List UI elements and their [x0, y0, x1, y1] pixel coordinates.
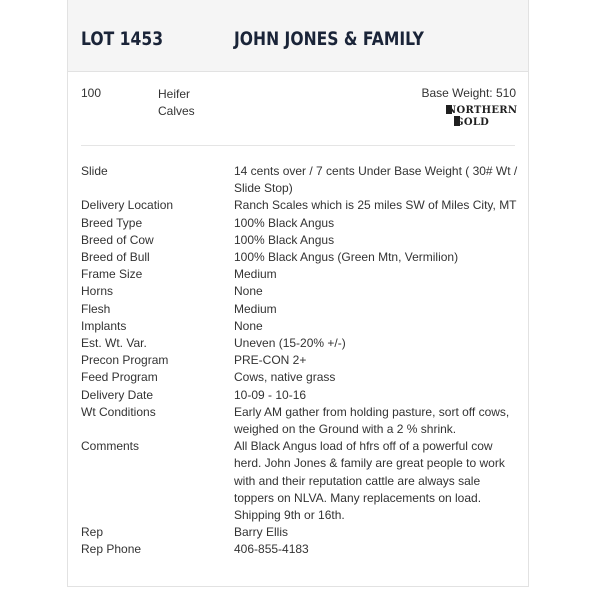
detail-label: Rep: [81, 525, 104, 540]
cattle-type: Heifer Calves: [158, 87, 195, 118]
detail-value: 100% Black Angus: [234, 215, 335, 230]
detail-value: PRE-CON 2+: [234, 353, 307, 368]
logo-text-line1: NORTHERN: [447, 105, 518, 116]
detail-value: 10-09 - 10-16: [234, 387, 307, 402]
detail-value: All Black Angus load of hfrs off of a powerful cow herd. John Jones & family are great people to work with and their reputation cattle are always sale toppers on NLVA. Many replacements on load. Shipping 9th or 16th.: [234, 439, 505, 523]
summary-divider: [81, 145, 515, 146]
detail-row: [81, 387, 521, 404]
detail-row: [81, 215, 521, 232]
detail-label: Precon Program: [81, 353, 169, 368]
detail-row: [81, 249, 521, 266]
detail-row: [81, 369, 521, 386]
detail-value: None: [234, 318, 263, 333]
detail-label: Slide: [81, 164, 108, 178]
detail-row: [81, 283, 521, 300]
detail-value: 100% Black Angus: [234, 232, 335, 247]
lot-card: [67, 0, 529, 587]
detail-label: Rep Phone: [81, 542, 142, 557]
detail-value: Medium: [234, 267, 277, 282]
detail-label: Delivery Date: [81, 387, 154, 402]
detail-value: 14 cents over / 7 cents Under Base Weight ( 30# Wt / Slide Stop): [234, 164, 518, 196]
detail-row: [81, 438, 521, 524]
lot-summary: [68, 71, 528, 147]
detail-label: Breed of Cow: [81, 232, 154, 247]
northern-gold-logo: [446, 102, 518, 128]
detail-label: Breed of Bull: [81, 250, 150, 265]
detail-row: [81, 232, 521, 249]
detail-label: Horns: [81, 284, 114, 299]
lot-header: [68, 0, 528, 72]
detail-label: Implants: [81, 318, 127, 333]
detail-value: Ranch Scales which is 25 miles SW of Miles City, MT: [234, 198, 517, 213]
detail-value: Cows, native grass: [234, 370, 336, 385]
detail-row: [81, 266, 521, 283]
consignor-name: JOHN JONES & FAMILY: [234, 28, 424, 50]
detail-label: Comments: [81, 439, 140, 454]
lot-number: LOT 1453: [81, 28, 164, 50]
detail-label: Delivery Location: [81, 198, 174, 213]
detail-row: [81, 404, 521, 438]
detail-row: [81, 335, 521, 352]
detail-row: [81, 541, 521, 558]
detail-label: Frame Size: [81, 267, 143, 282]
detail-value: Uneven (15-20% +/-): [234, 336, 346, 351]
detail-row: [81, 352, 521, 369]
detail-value: 406-855-4183: [234, 542, 309, 557]
detail-value: Early AM gather from holding pasture, sort off cows, weighed on the Ground with a 2 % shrink.: [234, 404, 510, 437]
logo-text-line2: GOLD: [455, 117, 490, 128]
detail-row: [81, 197, 521, 214]
detail-value: Medium: [234, 301, 277, 316]
detail-row: [81, 301, 521, 318]
detail-label: Est. Wt. Var.: [81, 336, 147, 351]
base-weight: Base Weight: 510: [421, 86, 516, 100]
lot-details: [81, 163, 521, 559]
detail-label: Wt Conditions: [81, 404, 156, 419]
head-count: 100: [81, 86, 102, 100]
detail-label: Flesh: [81, 301, 111, 316]
detail-row: [81, 163, 521, 197]
detail-label: Feed Program: [81, 370, 158, 385]
detail-label: Breed Type: [81, 215, 143, 230]
detail-value: 100% Black Angus (Green Mtn, Vermilion): [234, 250, 459, 265]
detail-value: None: [234, 284, 263, 299]
detail-value: Barry Ellis: [234, 525, 289, 540]
detail-row: [81, 524, 521, 541]
detail-row: [81, 318, 521, 335]
